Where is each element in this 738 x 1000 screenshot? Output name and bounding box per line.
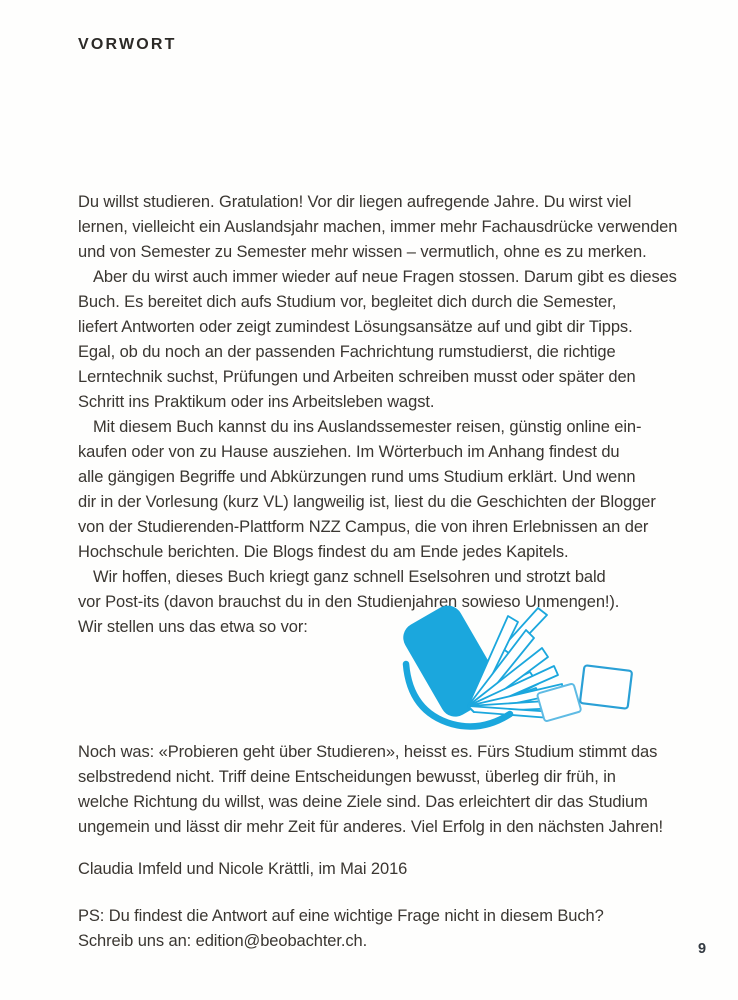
text-line: selbstredend nicht. Triff deine Entscheidungen bewusst, überleg dir früh, in — [78, 768, 616, 786]
text-line: lernen, vielleicht ein Auslandsjahr machen, immer mehr Fachausdrücke verwenden — [78, 218, 678, 236]
text-line: alle gängigen Begriffe und Abkürzungen rund ums Studium erklärt. Und wenn — [78, 468, 636, 486]
paragraph — [78, 415, 710, 565]
text-line: vor Post-its (davon brauchst du in den Studienjahren sowieso Unmengen!). — [78, 593, 620, 611]
open-book-icon — [398, 602, 563, 726]
text-line: Aber du wirst auch immer wieder auf neue Fragen stossen. Darum gibt es dieses — [93, 268, 677, 286]
text-line: Mit diesem Buch kannst du ins Auslandssemester reisen, günstig online ein- — [93, 418, 642, 436]
text-line: Schreib uns an: edition@beobachter.ch. — [78, 932, 368, 950]
signature-line: Claudia Imfeld und Nicole Krättli, im Mai 2016 — [78, 860, 408, 878]
page-title: VORWORT — [78, 36, 177, 53]
book-postits-illustration — [390, 602, 642, 738]
paragraph — [78, 265, 710, 415]
text-line: Noch was: «Probieren geht über Studieren», heisst es. Fürs Studium stimmt das — [78, 743, 658, 761]
text-line: welche Richtung du willst, was deine Ziele sind. Das erleichtert dir das Studium — [78, 793, 648, 811]
postit-note-large — [580, 665, 632, 709]
text-line: Hochschule berichten. Die Blogs findest du am Ende jedes Kapitels. — [78, 543, 569, 561]
text-line: dir in der Vorlesung (kurz VL) langweilig ist, liest du die Geschichten der Blogger — [78, 493, 656, 511]
preface-text — [78, 190, 710, 954]
text-line: Du willst studieren. Gratulation! Vor dir liegen aufregende Jahre. Du wirst viel — [78, 193, 632, 211]
text-line: Schritt ins Praktikum oder ins Arbeitsleben wagst. — [78, 393, 435, 411]
text-line: und von Semester zu Semester mehr wissen – vermutlich, ohne es zu merken. — [78, 243, 647, 261]
text-line: PS: Du findest die Antwort auf eine wichtige Frage nicht in diesem Buch? — [78, 907, 604, 925]
ps-paragraph — [78, 904, 710, 954]
closing-paragraph — [78, 740, 710, 840]
text-line: von der Studierenden-Plattform NZZ Campus, die von ihren Erlebnissen an der — [78, 518, 649, 536]
page-number: 9 — [698, 941, 707, 957]
text-line: kaufen oder von zu Hause ausziehen. Im Wörterbuch im Anhang findest du — [78, 443, 620, 461]
text-line: Lerntechnik suchst, Prüfungen und Arbeiten schreiben musst oder später den — [78, 368, 636, 386]
paragraph — [78, 904, 710, 954]
text-line: Buch. Es bereitet dich aufs Studium vor, begleitet dich durch die Semester, — [78, 293, 617, 311]
text-line: Wir stellen uns das etwa so vor: — [78, 618, 308, 636]
text-line: Egal, ob du noch an der passenden Fachrichtung rumstudierst, die richtige — [78, 343, 616, 361]
text-line: liefert Antworten oder zeigt zumindest Lösungsansätze auf und gibt dir Tipps. — [78, 318, 633, 336]
text-line: Wir hoffen, dieses Buch kriegt ganz schnell Eselsohren und strotzt bald — [93, 568, 606, 586]
paragraph — [78, 190, 710, 265]
paragraph — [78, 740, 710, 840]
text-line: ungemein und lässt dir mehr Zeit für anderes. Viel Erfolg in den nächsten Jahren! — [78, 818, 664, 836]
intro-paragraphs — [78, 190, 710, 640]
